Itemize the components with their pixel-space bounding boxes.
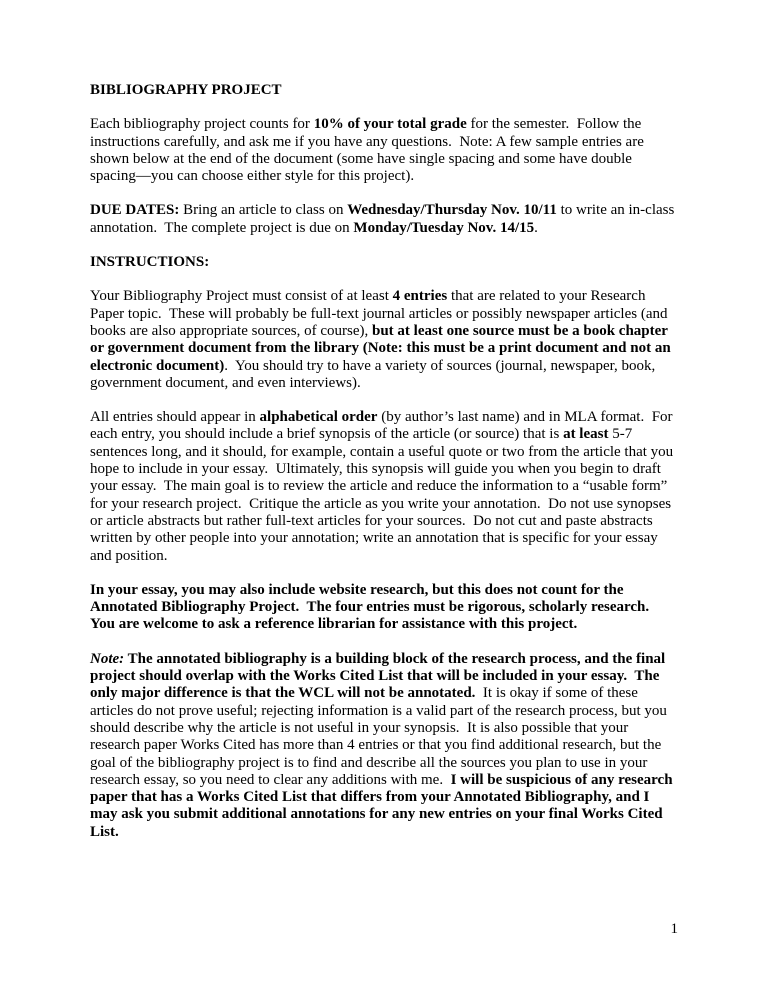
- paragraph-due-dates: DUE DATES: Bring an article to class on Wednesday/Thursday Nov. 10/11 to write an in-class annotation. The complete project is due on Monday/Tuesday Nov. 14/15.: [90, 202, 679, 236]
- heading-instructions: INSTRUCTIONS:: [90, 254, 210, 271]
- document-content: [90, 82, 678, 858]
- paragraph-mla-format: All entries should appear in alphabetical order (by author’s last name) and in MLA format. For each entry, you should include a brief synopsis of the article (or source) that is at least 5-7 sentences long, and it should, for example, contain a useful quote or two from the article that you hope to include in your essay. Ultimately, this synopsis will guide you when you begin to draft your essay. The main goal is to review the article and reduce the information to a “usable form” for your research project. Critique the article as you write your annotation. Do not use synopses or article abstracts but rather full-text articles for your sources. Do not cut and paste abstracts written by other people into your annotation; write an annotation that is specific for your essay and position.: [90, 409, 677, 564]
- paragraph-grade-info: Each bibliography project counts for 10% of your total grade for the semester. Follow the instructions carefully, and ask me if you have any questions. Note: A few sample entries are shown below at the end of the document (some have single spacing and some have double spacing—you can choose either style for this project).: [90, 116, 648, 185]
- paragraph-note-wcl: Note: The annotated bibliography is a building block of the research process, and the final project should overlap with the Works Cited List that will be included in your essay. The only major difference is that the WCL will not be annotated. It is okay if some of these articles do not prove useful; rejecting information is a valid part of the research process, but you should describe why the article is not useful in your synopsis. It is also possible that your research paper Works Cited has more than 4 entries or that you find additional research, but the goal of the bibliography project is to find and describe all the sources you plan to use in your research essay, so you need to clear any additions with me. I will be suspicious of any research paper that has a Works Cited List that differs from your Annotated Bibliography, and I may ask you submit additional annotations for any new entries on your final Works Cited List.: [90, 650, 677, 840]
- doc-title: BIBLIOGRAPHY PROJECT: [90, 82, 282, 98]
- paragraph-website-research: In your essay, you may also include website research, but this does not count for the Annotated Bibliography Project. The four entries must be rigorous, scholarly research. You are welcome to ask a reference librarian for assistance with this project.: [90, 581, 657, 633]
- paragraph-entries-requirement: Your Bibliography Project must consist of at least 4 entries that are related to your Research Paper topic. These will probably be full-text journal articles or possibly newspaper articles (and books are also appropriate sources, of course), but at least one source must be a book chapter or government document from the library (Note: this must be a print document and not an electronic document). You should try to have a variety of sources (journal, newspaper, book, government document, and even interviews).: [90, 288, 675, 391]
- page-number: 1: [670, 921, 678, 937]
